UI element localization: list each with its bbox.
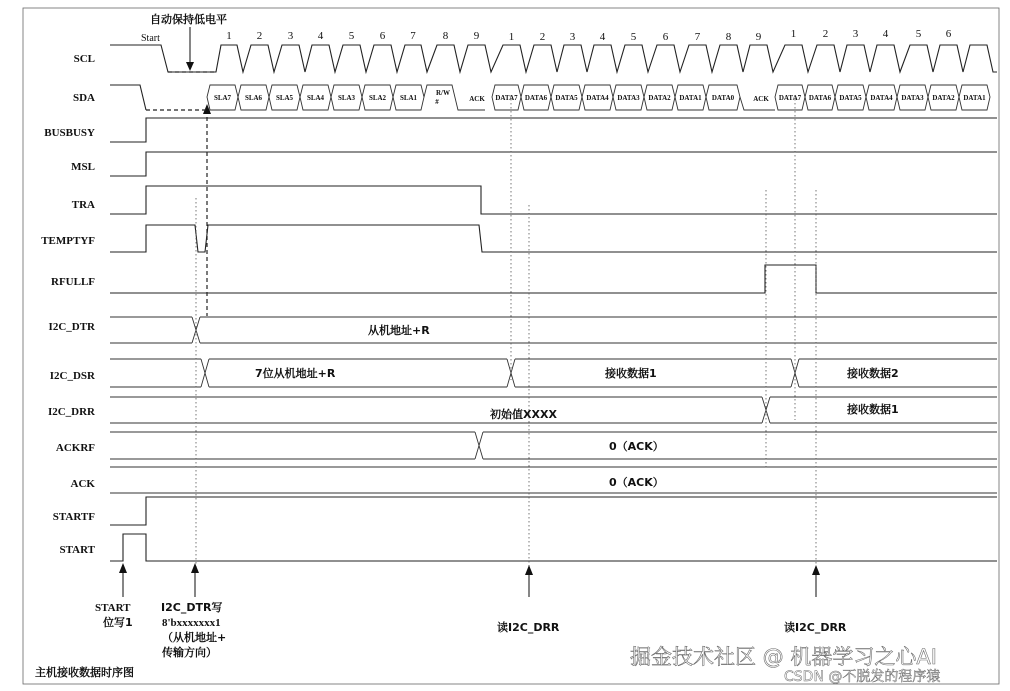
signal-label: SDA [72,92,95,104]
svg-text:位写1: 位写1 [103,616,133,629]
clock-number: 7 [694,31,701,43]
clock-number: 6 [945,28,952,40]
signal-label: STARTF [52,511,95,523]
sda-bit-label: DATA7 [778,94,802,102]
sda-rw-label: R/W [436,89,450,97]
signal-label: MSL [71,161,95,173]
sda-bit-label: DATA4 [586,94,609,102]
drr-value: 接收数据1 [847,403,899,416]
clock-number: 2 [822,28,829,40]
dtr-value: 从机地址+R [368,324,430,337]
signal-label: TEMPTYF [41,235,95,247]
dsr-value: 接收数据2 [847,367,899,380]
tra-waveform [110,186,997,214]
sda-waveform [110,85,990,110]
annotation-read-drr-1: 读I2C_DRR [497,621,560,634]
clock-number: 3 [287,30,294,42]
annotation-dtr-write [161,601,226,659]
clock-number: 8 [725,31,732,43]
scl-waveform [110,45,997,72]
clock-number: 5 [630,31,637,43]
annotation-read-drr-2: 读I2C_DRR [784,621,847,634]
rfullf-waveform [110,265,997,293]
signal-label: START [59,544,95,556]
clock-number: 4 [882,28,889,40]
signal-label: I2C_DTR [48,321,95,333]
sda-idle [110,85,146,110]
svg-text:传输方向）: 传输方向） [162,646,217,659]
sda-bit-label: DATA1 [679,94,702,102]
clock-numbers [226,28,952,43]
clock-number: 1 [790,28,797,40]
clock-number: 2 [539,31,546,43]
i2c-dsr-bus [110,359,997,387]
clock-number: 7 [410,30,416,42]
top-note: 自动保持低电平 [150,13,227,26]
signal-label: BUSBUSY [44,127,95,139]
watermark: 掘金技术社区 @ 机器学习之心AI [630,645,937,669]
sda-bit-label: DATA5 [839,94,862,102]
ackrf-value: 0（ACK） [609,440,664,453]
clock-number: 4 [317,30,324,42]
signal-labels [41,53,96,556]
svg-text:I2C_DTR写: I2C_DTR写 [161,601,223,614]
sda-rw-label: # [435,98,439,106]
signal-label: TRA [71,199,95,211]
clock-number: 3 [852,28,859,40]
clock-number: 3 [569,31,576,43]
clock-number: 1 [226,30,232,42]
sda-bit-label: SLA4 [306,94,325,102]
svg-text:8'bxxxxxxx1: 8'bxxxxxxx1 [162,617,221,629]
startf-waveform [110,497,997,525]
clock-number: 5 [348,30,355,42]
clock-number: 9 [755,31,762,43]
annotation-start [95,602,133,629]
register-buses [110,317,997,493]
temptyf-waveform [110,225,997,252]
ackrf-bus [110,432,997,459]
sda-bit-label: DATA2 [648,94,671,102]
clock-number: 2 [256,30,263,42]
dsr-value: 接收数据1 [605,367,657,380]
start-waveform [110,534,997,561]
sda-bit-label: DATA4 [870,94,893,102]
event-arrows [119,563,820,597]
sda-bit-label: SLA5 [275,94,294,102]
start-label: Start [141,33,160,44]
sda-bit-label: SLA2 [368,94,387,102]
signal-label: I2C_DSR [49,370,95,382]
svg-text:（从机地址+: （从机地址+ [162,631,227,644]
clock-number: 6 [379,30,386,42]
drr-value: 初始值XXXX [490,408,557,421]
signal-label: SCL [73,53,95,65]
i2c-drr-bus [110,397,997,423]
sda-bit-label: SLA7 [213,94,232,102]
sda-bit-label: DATA1 [963,94,986,102]
sda-bit-label: DATA0 [711,94,735,102]
sda-bit-label: DATA5 [555,94,578,102]
frame-title: 主机接收数据时序图 [35,666,134,679]
sda-bit-label: SLA1 [399,94,418,102]
top-note-arrowhead [186,62,194,71]
sda-bit-label: DATA6 [808,94,832,102]
sda-bit-label: DATA3 [901,94,924,102]
clock-number: 5 [915,28,922,40]
sda-bit-label: DATA6 [524,94,548,102]
signal-label: ACK [70,478,95,490]
msl-waveform [110,152,997,176]
clock-number: 1 [508,31,515,43]
svg-text:START: START [95,602,131,614]
dsr-value: 7位从机地址+R [255,367,336,380]
watermark-csdn: CSDN @不脱发的程序猿 [784,669,941,685]
sda-bit-label: SLA3 [337,94,356,102]
ack-bus [110,467,997,493]
sda-ack-label: ACK [469,95,485,103]
ack-value: 0（ACK） [609,476,664,489]
signal-label: ACKRF [55,442,95,454]
sda-ack-label: ACK [753,95,769,103]
clock-number: 6 [662,31,669,43]
signal-label: RFULLF [51,276,95,288]
signal-label: I2C_DRR [47,406,95,418]
sda-bit-label: DATA7 [495,94,518,102]
sda-bit-label: DATA2 [932,94,955,102]
clock-number: 8 [442,30,449,42]
sda-bit-label: DATA3 [617,94,640,102]
clock-number: 9 [473,30,480,42]
sda-bit-label: SLA6 [244,94,263,102]
guide-lines [196,95,816,570]
clock-number: 4 [599,31,606,43]
i2c-dtr-bus [110,317,997,343]
busbusy-waveform [110,118,997,142]
